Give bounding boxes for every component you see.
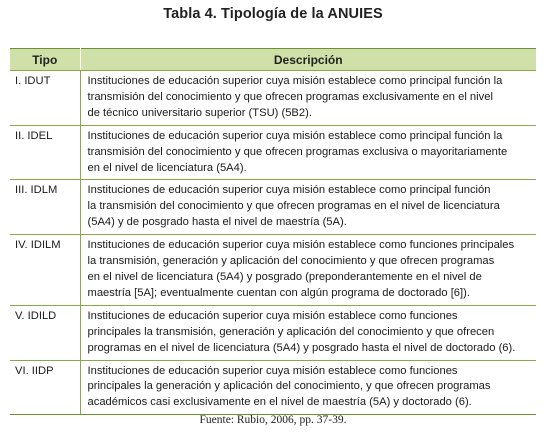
description-line: programas en el nivel de licenciatura (5A4) y posgrado hasta el nivel de doctorado (6).	[87, 341, 516, 354]
table-row	[10, 71, 536, 126]
table-title: Tabla 4. Tipología de la ANUIES	[163, 6, 383, 22]
description-line: (5A4) y de posgrado hasta el nivel de maestría (5A).	[87, 216, 347, 229]
table-row	[10, 180, 536, 235]
description-line: la transmisión del conocimiento y que ofrecen programas en el nivel de licenciatura	[87, 200, 500, 213]
description-line: principales la transmisión, generación y aplicación del conocimiento y que ofrecen	[87, 325, 495, 338]
row-tipo-cell: II. IDEL	[10, 125, 80, 180]
description-line: Instituciones de educación superior cuya misión establece como funciones	[87, 309, 458, 322]
description-line: Instituciones de educación superior cuya misión establece como funciones principales	[87, 239, 515, 252]
column-header-tipo: Tipo	[10, 49, 80, 71]
description-line: transmisión del conocimiento y que ofrecen programas exclusivamente en el nivel	[87, 90, 493, 103]
table-row	[10, 235, 536, 306]
description-line: en el nivel de licenciatura (5A4).	[87, 161, 247, 174]
row-tipo-cell: I. IDUT	[10, 71, 80, 126]
row-tipo-cell: V. IDILD	[10, 305, 80, 360]
typology-table-container	[10, 48, 536, 415]
row-tipo-cell: IV. IDILM	[10, 235, 80, 306]
table-row	[10, 125, 536, 180]
description-line: académicos casi exclusivamente en el nivel de maestría (5A) y doctorado (6).	[87, 396, 472, 409]
row-description-cell	[80, 71, 536, 126]
row-description-cell	[80, 360, 536, 415]
table-source-note: Fuente: Rubio, 2006, pp. 37-39.	[199, 414, 347, 426]
description-line: transmisión del conocimiento y que ofrecen programas exclusiva o mayoritariamente	[87, 145, 508, 158]
table-header	[10, 49, 536, 71]
typology-table	[10, 48, 536, 415]
description-line: de técnico universitario superior (TSU) (5B2).	[87, 106, 312, 119]
description-line: Instituciones de educación superior cuya misión establece como principal función	[87, 184, 491, 197]
description-line: Instituciones de educación superior cuya misión establece como funciones	[87, 364, 458, 377]
description-line: maestría [5A]; eventualmente cuentan con algún programa de doctorado [6]).	[87, 286, 470, 299]
row-description-cell	[80, 125, 536, 180]
header-row	[10, 49, 536, 71]
row-description-cell	[80, 235, 536, 306]
description-line: Instituciones de educación superior cuya misión establece como principal función la	[87, 129, 503, 142]
row-description-cell	[80, 305, 536, 360]
row-tipo-cell: III. IDLM	[10, 180, 80, 235]
description-line: principales la generación y aplicación del conocimiento, y que ofrecen programas	[87, 380, 491, 393]
row-description-cell	[80, 180, 536, 235]
table-row	[10, 305, 536, 360]
description-line: la transmisión, generación y aplicación del conocimiento y que ofrecen programas	[87, 255, 495, 268]
column-header-descripcion: Descripción	[80, 49, 536, 71]
description-line: en el nivel de licenciatura (5A4) y posgrado (preponderantemente en el nivel de	[87, 270, 482, 283]
description-line: Instituciones de educación superior cuya misión establece como principal función la	[87, 75, 503, 87]
table-body	[10, 71, 536, 415]
row-tipo-cell: VI. IIDP	[10, 360, 80, 415]
table-row	[10, 360, 536, 415]
